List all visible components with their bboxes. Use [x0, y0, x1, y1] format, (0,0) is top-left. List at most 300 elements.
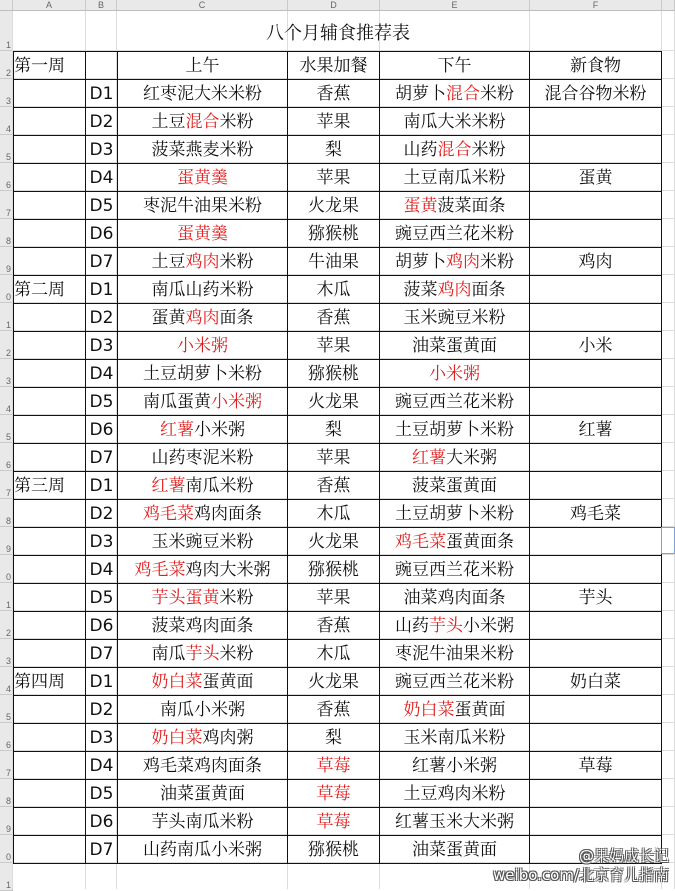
highlighted-text: 鸡肉 [437, 279, 472, 300]
morning-cell[interactable] [118, 388, 288, 416]
fruit-cell[interactable] [288, 724, 380, 752]
afternoon-cell[interactable] [380, 780, 530, 808]
row-number: 7 [5, 488, 11, 498]
week-cell[interactable] [14, 808, 86, 836]
table-row [14, 360, 662, 388]
row-number: 4 [5, 404, 11, 414]
cell-text: 牛油果 [308, 251, 359, 272]
morning-cell[interactable] [118, 416, 288, 444]
morning-cell[interactable] [118, 668, 288, 696]
afternoon-cell[interactable] [380, 444, 530, 472]
highlighted-text: 鸡肉 [185, 251, 220, 272]
row-number: 2 [5, 348, 11, 358]
day-cell[interactable]: D4 [86, 752, 118, 780]
week-cell[interactable] [14, 724, 86, 752]
afternoon-cell[interactable] [380, 556, 530, 584]
day-cell[interactable]: D3 [86, 332, 118, 360]
morning-cell[interactable] [118, 808, 288, 836]
row-number: 0 [5, 852, 11, 862]
table-row [14, 528, 662, 556]
header-fruit[interactable]: 水果加餐 [288, 52, 380, 80]
highlighted-text: 小米粥 [211, 391, 262, 412]
highlighted-text: 混合 [437, 139, 472, 160]
watermark-url: weibo.com/北京育儿指南 [493, 866, 669, 884]
day-cell[interactable]: D2 [86, 108, 118, 136]
afternoon-cell[interactable] [380, 640, 530, 668]
cell-text: 火龙果 [308, 195, 359, 216]
afternoon-cell[interactable] [380, 192, 530, 220]
fruit-cell[interactable] [288, 640, 380, 668]
row-number: 3 [5, 656, 11, 666]
week-cell[interactable] [14, 836, 86, 864]
new-food-cell[interactable]: 混合谷物米粉 [530, 80, 662, 108]
day-cell[interactable]: D3 [86, 528, 118, 556]
cell-text: 香蕉 [316, 615, 351, 636]
afternoon-cell[interactable] [380, 752, 530, 780]
highlighted-text: 草莓 [316, 783, 351, 804]
morning-cell[interactable] [118, 556, 288, 584]
new-food-cell[interactable] [530, 388, 662, 416]
morning-cell[interactable] [118, 276, 288, 304]
day-cell[interactable]: D3 [86, 724, 118, 752]
highlighted-text: 小米粥 [429, 363, 480, 384]
fruit-cell[interactable] [288, 80, 380, 108]
table-row [14, 472, 662, 500]
new-food-cell[interactable] [530, 640, 662, 668]
morning-cell[interactable] [118, 108, 288, 136]
new-food-cell[interactable]: 蛋黄 [530, 164, 662, 192]
cell-text: 鸡毛菜鸡肉面条 [143, 755, 262, 776]
week-cell[interactable]: 第三周 [14, 472, 86, 500]
afternoon-cell[interactable] [380, 80, 530, 108]
new-food-cell[interactable] [530, 724, 662, 752]
cell-text: 枣泥牛油果米粉 [395, 643, 514, 664]
week-cell[interactable] [14, 304, 86, 332]
new-food-cell[interactable] [530, 220, 662, 248]
morning-cell[interactable] [118, 752, 288, 780]
cell-text: 火龙果 [308, 671, 359, 692]
day-cell[interactable]: D4 [86, 556, 118, 584]
table-row [14, 752, 662, 780]
table-title[interactable]: 八个月辅食推荐表 [266, 23, 410, 44]
row-number: 9 [5, 544, 11, 554]
fruit-cell[interactable] [288, 304, 380, 332]
cell-text: 鸡肉大米粥 [185, 559, 271, 580]
morning-cell[interactable] [118, 836, 288, 864]
fruit-cell[interactable] [288, 444, 380, 472]
new-food-cell[interactable] [530, 528, 662, 556]
fruit-cell[interactable] [288, 556, 380, 584]
morning-cell[interactable] [118, 80, 288, 108]
cell-text: 米粉 [219, 111, 254, 132]
fruit-cell[interactable] [288, 696, 380, 724]
cell-text: 鸡肉面条 [194, 503, 262, 524]
table-row [14, 696, 662, 724]
cell-text: 小米粥 [463, 615, 514, 636]
week-cell[interactable] [14, 388, 86, 416]
day-cell[interactable]: D5 [86, 388, 118, 416]
table-row [14, 724, 662, 752]
day-cell[interactable]: D6 [86, 612, 118, 640]
week-cell[interactable] [14, 528, 86, 556]
afternoon-cell[interactable] [380, 304, 530, 332]
cell-text: 油菜蛋黄面 [412, 335, 497, 356]
new-food-cell[interactable] [530, 808, 662, 836]
table-row [14, 416, 662, 444]
cell-text: 玉米豌豆米粉 [151, 531, 254, 552]
highlighted-text: 鸡肉 [446, 251, 480, 272]
week-cell[interactable] [14, 556, 86, 584]
cell-text: 猕猴桃 [308, 363, 359, 384]
day-cell[interactable]: D2 [86, 304, 118, 332]
row-number: 7 [5, 768, 11, 778]
cell-text: 香蕉 [316, 307, 351, 328]
fruit-cell[interactable] [288, 388, 380, 416]
table-row [14, 304, 662, 332]
table-row [14, 808, 662, 836]
day-cell[interactable]: D6 [86, 220, 118, 248]
afternoon-cell[interactable] [380, 528, 530, 556]
row-number: 1 [5, 600, 11, 610]
highlighted-text: 鸡毛菜 [395, 531, 446, 552]
highlighted-text: 小米粥 [177, 335, 228, 356]
row-number: 5 [5, 152, 11, 162]
week-cell[interactable] [14, 752, 86, 780]
afternoon-cell[interactable] [380, 696, 530, 724]
morning-cell[interactable] [118, 528, 288, 556]
column-header-C[interactable]: C [117, 0, 288, 11]
cell-text: 苹果 [316, 587, 351, 608]
row-number: 0 [5, 292, 11, 302]
new-food-cell[interactable] [530, 136, 662, 164]
highlighted-text: 奶白菜 [151, 727, 203, 748]
cell-text: 胡萝卜 [395, 251, 446, 272]
cell-text: 菠菜面条 [437, 195, 506, 216]
new-food-cell[interactable]: 小米 [530, 332, 662, 360]
highlighted-text: 芋头蛋黄 [151, 587, 220, 608]
morning-cell[interactable] [118, 220, 288, 248]
row-number: 0 [5, 572, 11, 582]
day-cell[interactable]: D1 [86, 276, 118, 304]
cell-text: 菠菜燕麦米粉 [151, 139, 254, 160]
new-food-cell[interactable] [530, 472, 662, 500]
highlighted-text: 奶白菜 [151, 671, 203, 692]
day-cell[interactable]: D5 [86, 584, 118, 612]
day-cell[interactable]: D1 [86, 472, 118, 500]
morning-cell[interactable] [118, 332, 288, 360]
week-cell[interactable] [14, 192, 86, 220]
header-afternoon[interactable]: 下午 [380, 52, 530, 80]
afternoon-cell[interactable] [380, 584, 530, 612]
week-cell[interactable] [14, 416, 86, 444]
fruit-cell[interactable] [288, 752, 380, 780]
cell-text: 玉米豌豆米粉 [403, 307, 506, 328]
afternoon-cell[interactable] [380, 108, 530, 136]
fruit-cell[interactable] [288, 416, 380, 444]
cell-text: 油菜蛋黄面 [412, 839, 497, 860]
row-number: 1 [5, 320, 11, 330]
cell-text: 土豆胡萝卜米粉 [395, 503, 514, 524]
table-row [14, 136, 662, 164]
week-cell[interactable] [14, 164, 86, 192]
day-cell[interactable]: D5 [86, 780, 118, 808]
highlighted-text: 芋头 [185, 643, 220, 664]
cell-text: 南瓜大米米粉 [403, 111, 506, 132]
afternoon-cell[interactable] [380, 220, 530, 248]
new-food-cell[interactable] [530, 360, 662, 388]
new-food-cell[interactable]: 奶白菜 [530, 668, 662, 696]
day-cell[interactable]: D6 [86, 416, 118, 444]
row-number: 7 [5, 208, 11, 218]
morning-cell[interactable] [118, 136, 288, 164]
table-row [14, 640, 662, 668]
fruit-cell[interactable] [288, 668, 380, 696]
morning-cell[interactable] [118, 164, 288, 192]
new-food-cell[interactable] [530, 780, 662, 808]
afternoon-cell[interactable] [380, 276, 530, 304]
cell-text: 猕猴桃 [308, 223, 359, 244]
new-food-cell[interactable]: 鸡毛菜 [530, 500, 662, 528]
new-food-cell[interactable]: 红薯 [530, 416, 662, 444]
morning-cell[interactable] [118, 612, 288, 640]
cell-text: 菠菜蛋黄面 [412, 475, 497, 496]
cell-text: 鸡肉粥 [202, 727, 254, 748]
header-morning[interactable]: 上午 [118, 52, 288, 80]
new-food-cell[interactable] [530, 276, 662, 304]
day-cell[interactable]: D1 [86, 80, 118, 108]
new-food-cell[interactable]: 鸡肉 [530, 248, 662, 276]
cell-text: 南瓜蛋黄 [143, 391, 211, 412]
cell-text: 芋头南瓜米粉 [151, 811, 254, 832]
fruit-cell[interactable] [288, 164, 380, 192]
morning-cell[interactable] [118, 500, 288, 528]
fruit-cell[interactable] [288, 528, 380, 556]
fruit-cell[interactable] [288, 136, 380, 164]
table-row [14, 192, 662, 220]
highlighted-text: 草莓 [316, 755, 351, 776]
cell-text: 土豆 [151, 111, 186, 132]
cell-text: 玉米南瓜米粉 [403, 727, 506, 748]
morning-cell[interactable] [118, 304, 288, 332]
row-number: 5 [5, 712, 11, 722]
row-number: 6 [5, 180, 11, 190]
cell-text: 木瓜 [316, 279, 351, 300]
cell-text: 猕猴桃 [308, 559, 359, 580]
cell-text: 土豆胡萝卜米粉 [395, 419, 514, 440]
fruit-cell[interactable] [288, 808, 380, 836]
day-cell[interactable]: D7 [86, 640, 118, 668]
week-cell[interactable] [14, 444, 86, 472]
week-cell[interactable] [14, 108, 86, 136]
day-cell[interactable]: D2 [86, 500, 118, 528]
week-cell[interactable] [14, 584, 86, 612]
morning-cell[interactable] [118, 780, 288, 808]
column-header-B[interactable]: B [86, 0, 117, 11]
morning-cell[interactable] [118, 444, 288, 472]
afternoon-cell[interactable] [380, 500, 530, 528]
afternoon-cell[interactable] [380, 164, 530, 192]
highlighted-text: 鸡毛菜 [134, 559, 186, 580]
afternoon-cell[interactable] [380, 360, 530, 388]
afternoon-cell[interactable] [380, 136, 530, 164]
week-cell[interactable] [14, 640, 86, 668]
cell-text: 山药南瓜小米粥 [143, 839, 262, 860]
header-row [14, 52, 662, 80]
week-cell[interactable] [14, 332, 86, 360]
morning-cell[interactable] [118, 360, 288, 388]
afternoon-cell[interactable] [380, 332, 530, 360]
cell-text: 米粉 [471, 139, 506, 160]
highlighted-text: 芋头 [429, 615, 463, 636]
new-food-cell[interactable] [530, 444, 662, 472]
morning-cell[interactable] [118, 248, 288, 276]
fruit-cell[interactable] [288, 276, 380, 304]
table-row [14, 388, 662, 416]
fruit-cell[interactable] [288, 360, 380, 388]
fruit-cell[interactable] [288, 612, 380, 640]
menu-table [13, 51, 662, 864]
cell-text: 苹果 [316, 335, 351, 356]
column-header-D[interactable]: D [288, 0, 380, 11]
cell-text: 香蕉 [316, 475, 351, 496]
new-food-cell[interactable]: 草莓 [530, 752, 662, 780]
day-cell[interactable]: D1 [86, 668, 118, 696]
cell-text: 南瓜 [151, 643, 186, 664]
fruit-cell[interactable] [288, 780, 380, 808]
week-cell[interactable] [14, 248, 86, 276]
new-food-cell[interactable] [530, 696, 662, 724]
day-cell[interactable]: D6 [86, 808, 118, 836]
fruit-cell[interactable] [288, 584, 380, 612]
header-new-food[interactable]: 新食物 [530, 52, 662, 80]
header-week[interactable]: 第一周 [14, 52, 86, 80]
column-header-E[interactable]: E [380, 0, 530, 11]
highlighted-text: 蛋黄 [403, 195, 438, 216]
new-food-cell[interactable] [530, 304, 662, 332]
cell-text: 蛋黄面条 [446, 531, 514, 552]
day-cell[interactable]: D4 [86, 164, 118, 192]
afternoon-cell[interactable] [380, 388, 530, 416]
new-food-cell[interactable] [530, 556, 662, 584]
cell-text: 土豆南瓜米粉 [403, 167, 506, 188]
fruit-cell[interactable] [288, 248, 380, 276]
fruit-cell[interactable] [288, 108, 380, 136]
fruit-cell[interactable] [288, 192, 380, 220]
cell-text: 油菜蛋黄面 [160, 783, 245, 804]
new-food-cell[interactable] [530, 192, 662, 220]
day-cell[interactable]: D3 [86, 136, 118, 164]
cell-text: 枣泥牛油果米粉 [143, 195, 262, 216]
table-row [14, 444, 662, 472]
row-number: 8 [5, 796, 11, 806]
cell-text: 土豆胡萝卜米粉 [143, 363, 262, 384]
cell-text: 米粉 [219, 643, 254, 664]
new-food-cell[interactable] [530, 612, 662, 640]
day-cell[interactable]: D7 [86, 248, 118, 276]
morning-cell[interactable] [118, 472, 288, 500]
morning-cell[interactable] [118, 640, 288, 668]
afternoon-cell[interactable] [380, 248, 530, 276]
afternoon-cell[interactable] [380, 612, 530, 640]
highlighted-text: 鸡毛菜 [143, 503, 194, 524]
new-food-cell[interactable]: 芋头 [530, 584, 662, 612]
header-day[interactable] [86, 52, 118, 80]
cell-text: 南瓜山药米粉 [151, 279, 254, 300]
row-number: 4 [5, 124, 11, 134]
week-cell[interactable] [14, 80, 86, 108]
week-cell[interactable] [14, 780, 86, 808]
afternoon-cell[interactable] [380, 472, 530, 500]
day-cell[interactable]: D2 [86, 696, 118, 724]
day-cell[interactable]: D7 [86, 836, 118, 864]
cell-text: 红薯小米粥 [412, 755, 497, 776]
row-number: 5 [5, 432, 11, 442]
highlighted-text: 草莓 [316, 811, 351, 832]
table-row [14, 108, 662, 136]
week-cell[interactable]: 第四周 [14, 668, 86, 696]
week-cell[interactable] [14, 696, 86, 724]
cell-text: 山药 [403, 139, 438, 160]
fruit-cell[interactable] [288, 472, 380, 500]
active-cell-indicator[interactable] [661, 527, 675, 554]
cell-text: 蛋黄面 [454, 699, 506, 720]
cell-text: 苹果 [316, 111, 351, 132]
cell-text: 油菜鸡肉面条 [403, 587, 506, 608]
table-row [14, 612, 662, 640]
fruit-cell[interactable] [288, 220, 380, 248]
column-header-blank[interactable] [662, 0, 675, 11]
morning-cell[interactable] [118, 696, 288, 724]
row-number: 1 [5, 880, 11, 890]
cell-text: 面条 [471, 279, 506, 300]
afternoon-cell[interactable] [380, 416, 530, 444]
afternoon-cell[interactable] [380, 668, 530, 696]
week-cell[interactable] [14, 500, 86, 528]
week-cell[interactable] [14, 612, 86, 640]
weibo-watermark [493, 847, 669, 885]
week-cell[interactable] [14, 136, 86, 164]
column-header-F[interactable]: F [530, 0, 662, 11]
day-cell[interactable]: D4 [86, 360, 118, 388]
row-number: 9 [5, 824, 11, 834]
row-number: 2 [5, 68, 11, 78]
afternoon-cell[interactable] [380, 724, 530, 752]
morning-cell[interactable] [118, 192, 288, 220]
cell-text: 小米粥 [194, 419, 245, 440]
day-cell[interactable]: D5 [86, 192, 118, 220]
morning-cell[interactable] [118, 584, 288, 612]
cell-text: 苹果 [316, 447, 351, 468]
week-cell[interactable] [14, 220, 86, 248]
row-number: 8 [5, 236, 11, 246]
table-row [14, 164, 662, 192]
morning-cell[interactable] [118, 724, 288, 752]
week-cell[interactable]: 第二周 [14, 276, 86, 304]
new-food-cell[interactable] [530, 108, 662, 136]
fruit-cell[interactable] [288, 500, 380, 528]
cell-text: 火龙果 [308, 531, 359, 552]
cell-text: 山药 [395, 615, 429, 636]
cell-text: 豌豆西兰花米粉 [395, 223, 514, 244]
afternoon-cell[interactable] [380, 808, 530, 836]
day-cell[interactable]: D7 [86, 444, 118, 472]
fruit-cell[interactable] [288, 332, 380, 360]
cell-text: 面条 [219, 307, 254, 328]
column-header-A[interactable]: A [13, 0, 86, 11]
column-header-blank[interactable] [0, 0, 13, 11]
week-cell[interactable] [14, 360, 86, 388]
fruit-cell[interactable] [288, 836, 380, 864]
